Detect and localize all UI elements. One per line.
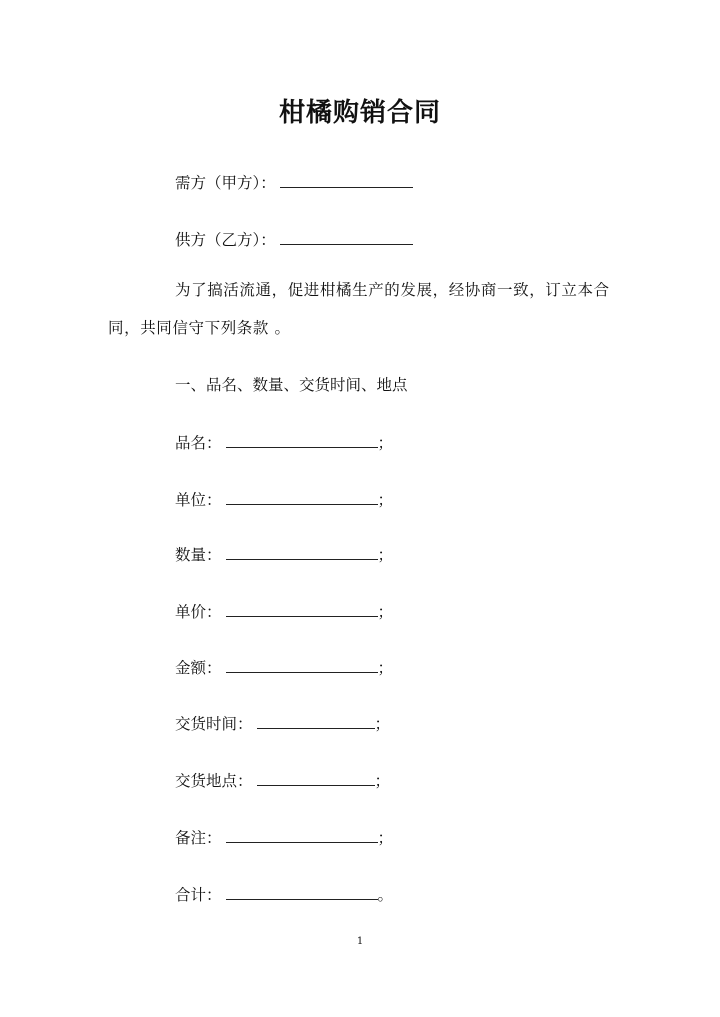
item-label: 备注： — [175, 829, 222, 847]
item-end: ； — [377, 603, 394, 621]
item-field[interactable] — [226, 489, 378, 505]
item-end: ； — [377, 659, 394, 677]
document-title: 柑橘购销合同 — [278, 98, 441, 128]
buyer-label: 需方（甲方）： — [175, 174, 276, 192]
item-line-delivery-time — [175, 712, 390, 734]
item-label: 交货时间： — [175, 715, 253, 733]
item-end: ； — [374, 772, 391, 790]
item-label: 品名： — [175, 434, 222, 452]
intro-paragraph: 为了搞活流通，促进柑橘生产的发展，经协商一致，订立本合同，共同信守下列条款 。 — [108, 281, 610, 337]
seller-field[interactable] — [280, 229, 413, 245]
item-field[interactable] — [226, 884, 378, 900]
item-end: ； — [374, 715, 391, 733]
section-heading: 一、品名、数量、交货时间、地点 — [175, 376, 408, 394]
item-line-price — [175, 600, 393, 622]
item-line-quantity — [175, 543, 393, 565]
item-line-unit — [175, 488, 393, 510]
item-end: ； — [377, 829, 394, 847]
seller-line — [175, 228, 413, 250]
item-end: ； — [377, 434, 394, 452]
item-field[interactable] — [226, 544, 378, 560]
item-label: 单价： — [175, 603, 222, 621]
item-field[interactable] — [226, 827, 378, 843]
page-number: 1 — [356, 936, 364, 947]
item-field[interactable] — [226, 601, 378, 617]
item-line-amount — [175, 656, 393, 678]
item-label: 单位： — [175, 491, 222, 509]
item-label: 交货地点： — [175, 772, 253, 790]
buyer-line — [175, 171, 413, 193]
item-label: 合计： — [175, 886, 222, 904]
item-label: 金额： — [175, 659, 222, 677]
item-field[interactable] — [226, 432, 378, 448]
seller-label: 供方（乙方）： — [175, 231, 276, 249]
item-label: 数量： — [175, 546, 222, 564]
item-field[interactable] — [257, 770, 375, 786]
item-line-total — [175, 883, 393, 905]
item-field[interactable] — [226, 657, 378, 673]
item-line-remarks — [175, 826, 393, 848]
item-end: 。 — [377, 886, 394, 904]
item-end: ； — [377, 491, 394, 509]
item-field[interactable] — [257, 713, 375, 729]
item-line-name — [175, 431, 393, 453]
buyer-field[interactable] — [280, 172, 413, 188]
item-line-delivery-place — [175, 769, 390, 791]
item-end: ； — [377, 546, 394, 564]
